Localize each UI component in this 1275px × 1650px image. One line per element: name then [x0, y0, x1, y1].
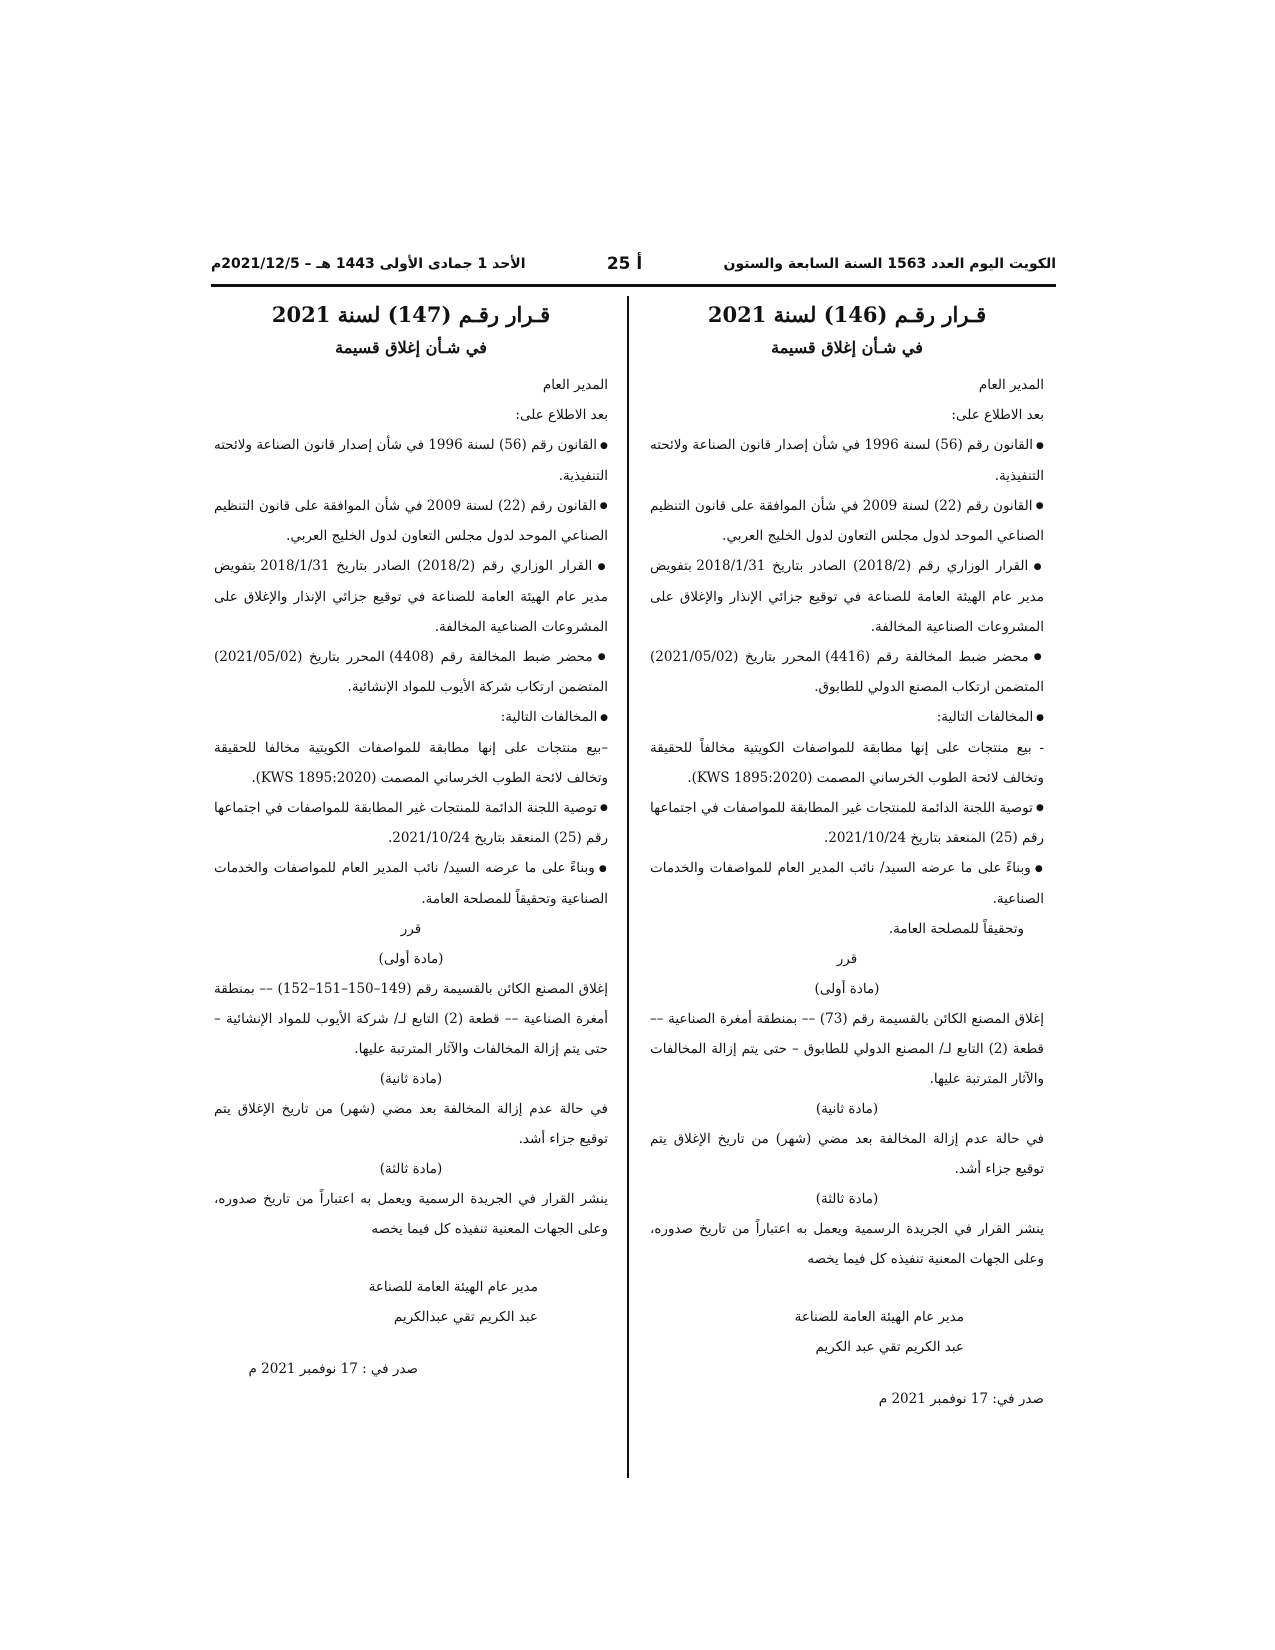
- header-gazette-info: الكويت اليوم العدد 1563 السنة السابعة والستون: [723, 256, 1056, 272]
- article-1-label: (مادة أولى): [814, 980, 880, 997]
- violation-text: - بيع منتجات على إنها مطابقة للمواصفات الكويتية مخالفاً للحقيقة وتخالف لائحة الطوب الخرساني المصمت (KWS 1895:2020).: [650, 739, 1044, 786]
- list-item: ● القانون رقم (22) لسنة 2009 في شأن الموافقة على قانون التنظيم الصناعي الموحد لدول مجلس التعاون لدول الخليج العربي.: [650, 491, 1044, 552]
- article-3-text: ينشر القرار في الجريدة الرسمية ويعمل به اعتباراً من تاريخ صدوره، وعلى الجهات المعنية تنفيذه كل فيما يخصه: [650, 1220, 1044, 1267]
- decision-title: قـرار رقـم (147) لسنة 2021: [271, 302, 551, 327]
- decision-146-column: [650, 296, 1044, 1414]
- decision-subtitle: في شـأن إغلاق قسيمة: [335, 338, 487, 357]
- signer-name: عبد الكريم تقي عبد الكريم: [815, 1338, 964, 1355]
- header-rule: [211, 284, 1056, 287]
- decided-label: قرر: [400, 920, 422, 937]
- after-review-label: بعد الاطلاع على:: [951, 407, 1044, 423]
- decision-subtitle: في شـأن إغلاق قسيمة: [771, 338, 923, 357]
- page-header: [211, 246, 1056, 282]
- article-2-text: في حالة عدم إزالة المخالفة بعد مضي (شهر) من تاريخ الإغلاق يتم توقيع جزاء أشد.: [214, 1100, 608, 1147]
- list-item: ● محضر ضبط المخالفة رقم (4408) المحرر بتاريخ (2021/05/02) المتضمن ارتكاب شركة الأيوب للمواد الإنشائية.: [214, 642, 608, 703]
- article-3-text: ينشر القرار في الجريدة الرسمية ويعمل به اعتباراً من تاريخ صدوره، وعلى الجهات المعنية تنفيذه كل فيما يخصه: [214, 1190, 608, 1237]
- list-item: ● محضر ضبط المخالفة رقم (4416) المحرر بتاريخ (2021/05/02) المتضمن ارتكاب المصنع الدولي للطابوق.: [650, 642, 1044, 703]
- signer-title: مدير عام الهيئة العامة للصناعة: [794, 1308, 964, 1325]
- decision-title: قـرار رقـم (146) لسنة 2021: [707, 302, 987, 327]
- list-item: ● القرار الوزاري رقم (2018/2) الصادر بتاريخ 2018/1/31 بتفويض مدير عام الهيئة العامة للصناعة في توقيع جزائي الإنذار والإغلاق على المشروعات الصناعية المخالفة.: [214, 551, 608, 642]
- article-2-text: في حالة عدم إزالة المخالفة بعد مضي (شهر) من تاريخ الإغلاق يتم توقيع جزاء أشد.: [650, 1130, 1044, 1177]
- signer-title: مدير عام الهيئة العامة للصناعة: [368, 1278, 538, 1295]
- header-page-number: أ 25: [606, 254, 643, 274]
- list-item: ● وبناءً على ما عرضه السيد/ نائب المدير العام للمواصفات والخدمات الصناعية وتحقيقاً للمصلحة العامة.: [214, 853, 608, 914]
- list-item: ● توصية اللجنة الدائمة للمنتجات غير المطابقة للمواصفات في اجتماعها رقم (25) المنعقد بتاريخ 2021/10/24.: [650, 793, 1044, 854]
- issue-date: صدر في : 17 نوفمبر 2021 م: [248, 1360, 418, 1377]
- article-2-label: (مادة ثانية): [379, 1070, 443, 1087]
- list-item: ● المخالفات التالية:: [650, 702, 1044, 733]
- article-3-label: (مادة ثالثة): [815, 1190, 879, 1207]
- list-item: ● القانون رقم (22) لسنة 2009 في شأن الموافقة على قانون التنظيم الصناعي الموحد لدول مجلس التعاون لدول الخليج العربي.: [214, 491, 608, 552]
- article-1-label: (مادة أولى): [378, 950, 444, 967]
- after-review-label: بعد الاطلاع على:: [515, 407, 608, 423]
- signature-block: [214, 1272, 608, 1332]
- decision-147-column: [214, 296, 608, 1384]
- list-item: ● المخالفات التالية:: [214, 702, 608, 733]
- list-item: ● توصية اللجنة الدائمة للمنتجات غير المطابقة للمواصفات في اجتماعها رقم (25) المنعقد بتاريخ 2021/10/24.: [214, 793, 608, 854]
- decided-label: قرر: [836, 950, 858, 967]
- article-3-label: (مادة ثالثة): [379, 1160, 443, 1177]
- column-divider: [627, 296, 629, 1478]
- signer-name: عبد الكريم تقي عبدالكريم: [393, 1308, 538, 1325]
- director-label: المدير العام: [978, 377, 1044, 393]
- director-label: المدير العام: [542, 377, 608, 393]
- header-date: الأحد 1 جمادى الأولى 1443 هـ – 2021/12/5م: [211, 256, 526, 272]
- article-2-label: (مادة ثانية): [815, 1100, 879, 1117]
- violation-text: –بيع منتجات على إنها مطابقة للمواصفات الكويتية مخالفا للحقيقة وتخالف لائحة الطوب الخرساني المصمت (KWS 1895:2020).: [214, 739, 608, 786]
- public-interest-text: وتحقيقاً للمصلحة العامة.: [888, 920, 1024, 937]
- signature-block: [650, 1302, 1044, 1362]
- article-1-text: إغلاق المصنع الكائن بالقسيمة رقم (73) –– بمنطقة أمغرة الصناعية –– قطعة (2) التابع لـ/ المصنع الدولي للطابوق – حتى يتم إزالة المخالفات والآثار المترتبة عليها.: [650, 1010, 1044, 1087]
- list-item: ● القرار الوزاري رقم (2018/2) الصادر بتاريخ 2018/1/31 بتفويض مدير عام الهيئة العامة للصناعة في توقيع جزائي الإنذار والإغلاق على المشروعات الصناعية المخالفة.: [650, 551, 1044, 642]
- list-item: ● القانون رقم (56) لسنة 1996 في شأن إصدار قانون الصناعة ولائحته التنفيذية.: [650, 430, 1044, 491]
- list-item: ● وبناءً على ما عرضه السيد/ نائب المدير العام للمواصفات والخدمات الصناعية.: [650, 853, 1044, 914]
- list-item: ● القانون رقم (56) لسنة 1996 في شأن إصدار قانون الصناعة ولائحته التنفيذية.: [214, 430, 608, 491]
- issue-date: صدر في: 17 نوفمبر 2021 م: [878, 1390, 1044, 1407]
- article-1-text: إغلاق المصنع الكائن بالقسيمة رقم (149–150–151–152) –– بمنطقة أمغرة الصناعية –– قطعة (2) التابع لـ/ شركة الأيوب للمواد الإنشائية – حتى يتم إزالة المخالفات والآثار المترتبة عليها.: [214, 980, 608, 1057]
